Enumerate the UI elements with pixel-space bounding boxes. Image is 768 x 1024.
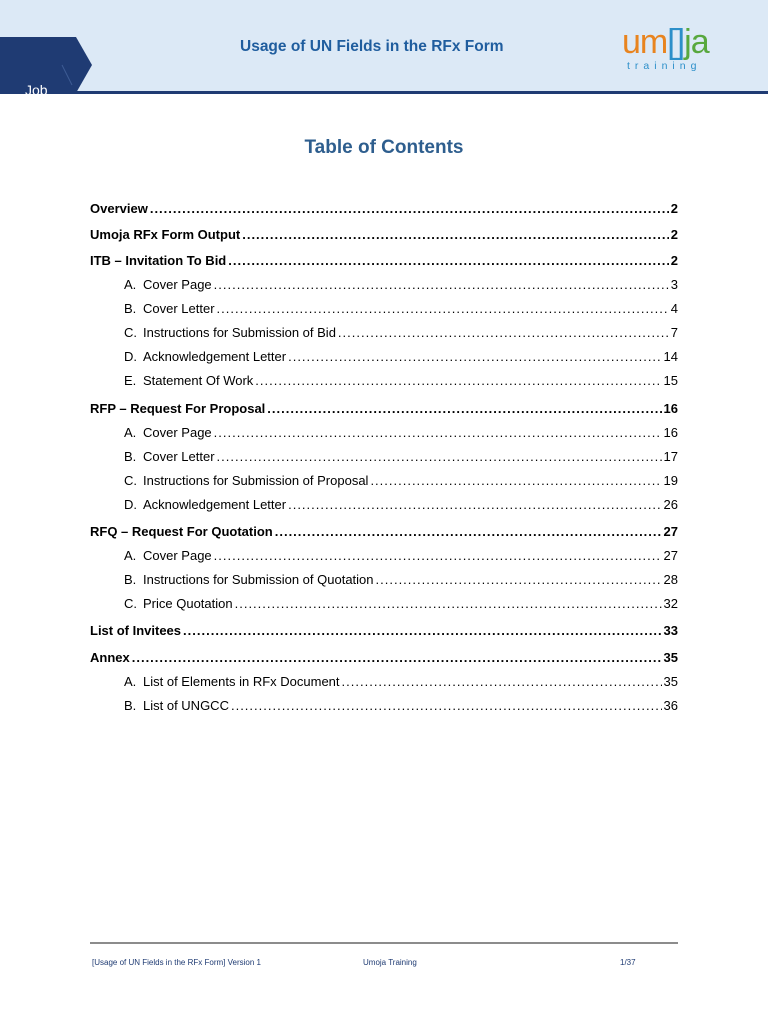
toc-leader-dots [338,323,669,343]
toc-entry-page: 26 [663,497,678,512]
toc-entry-title: Statement Of Work [143,373,254,388]
logo-subtitle: training [627,60,702,72]
toc-entry[interactable] [90,570,678,590]
toc-entry[interactable] [90,546,678,566]
toc-entry-page: 28 [663,572,678,587]
toc-entry-title: RFP – Request For Proposal [90,401,266,416]
toc-entry[interactable] [90,522,678,542]
toc-entry-title: Overview [90,201,148,216]
toc-leader-dots [132,648,662,668]
toc-entry-title: List of Elements in RFx Document [143,674,340,689]
toc-entry-letter: A. [124,548,137,563]
toc-entry[interactable] [90,594,678,614]
job-aid-label [25,79,65,123]
toc-entry-page: 19 [663,473,678,488]
logo-part-ja: ja [684,23,709,61]
toc-leader-dots [214,546,662,566]
toc-entry-page: 16 [663,401,678,416]
toc-entry-page: 17 [663,449,678,464]
toc-entry-letter: C. [124,473,137,488]
toc-entry-letter: B. [124,698,137,713]
footer-page-number: 1/37 [620,958,636,967]
toc-leader-dots [214,275,669,295]
toc-entry-page: 32 [663,596,678,611]
toc-entry[interactable] [90,621,678,641]
toc-entry-title: Cover Letter [143,449,215,464]
job-aid-badge [0,37,92,120]
toc-entry-page: 4 [670,301,678,316]
toc-entry-title: Instructions for Submission of Proposal [143,473,369,488]
logo-part-um: um [622,23,668,61]
toc-entry-page: 15 [663,373,678,388]
job-aid-line1: Job [25,82,48,98]
toc-entry-letter: B. [124,572,137,587]
toc-entry[interactable] [90,471,678,491]
toc-entry-page: 14 [663,349,678,364]
toc-entry-title: Cover Letter [143,301,215,316]
toc-entry-page: 27 [663,524,678,539]
toc-entry-letter: C. [124,596,137,611]
toc-entry-title: List of UNGCC [143,698,229,713]
toc-leader-dots [150,199,669,219]
toc-entry-page: 36 [663,698,678,713]
toc-entry-title: RFQ – Request For Quotation [90,524,273,539]
toc-entry[interactable] [90,371,678,391]
toc-entry-page: 2 [670,227,678,242]
toc-leader-dots [228,251,669,271]
toc-entry-title: Acknowledgement Letter [143,349,287,364]
job-aid-line2: Aid [25,104,46,120]
toc-entry-page: 2 [670,201,678,216]
toc-entry-page: 35 [663,650,678,665]
toc-entry-title: Cover Page [143,548,212,563]
logo-wordmark [622,22,709,62]
toc-entry-title: Instructions for Submission of Bid [143,325,336,340]
toc-leader-dots [255,371,661,391]
toc-entry-letter: D. [124,497,137,512]
toc-leader-dots [183,621,662,641]
toc-entry[interactable] [90,447,678,467]
toc-entry[interactable] [90,347,678,367]
toc-entry-page: 33 [663,623,678,638]
toc-leader-dots [376,570,662,590]
toc-leader-dots [288,347,661,367]
footer-left: [Usage of UN Fields in the RFx Form] Version 1 [92,958,261,967]
toc-entry-letter: D. [124,349,137,364]
toc-entry-page: 16 [663,425,678,440]
toc-entry-title: Cover Page [143,277,212,292]
toc-leader-dots [217,299,669,319]
toc-leader-dots [370,471,661,491]
toc-entry[interactable] [90,251,678,271]
toc-entry-letter: C. [124,325,137,340]
footer-rule [90,942,678,944]
toc-entry-letter: B. [124,301,137,316]
toc-leader-dots [231,696,662,716]
toc-entry[interactable] [90,399,678,419]
toc-entry-letter: A. [124,277,137,292]
toc-leader-dots [242,225,669,245]
toc-entry[interactable] [90,495,678,515]
umoja-logo [622,22,742,74]
toc-leader-dots [267,399,661,419]
toc-leader-dots [217,447,662,467]
toc-entry[interactable] [90,648,678,668]
toc-entry[interactable] [90,672,678,692]
toc-entry-page: 35 [663,674,678,689]
toc-entry-letter: A. [124,674,137,689]
toc-entry-title: Cover Page [143,425,212,440]
toc-leader-dots [214,423,662,443]
toc-entry-title: List of Invitees [90,623,182,638]
toc-entry-page: 2 [670,253,678,268]
toc-entry-title: Price Quotation [143,596,233,611]
toc-entry[interactable] [90,299,678,319]
toc-entry[interactable] [90,323,678,343]
document-title: Usage of UN Fields in the RFx Form [240,38,504,55]
footer-center: Umoja Training [363,958,417,967]
toc-entry-page: 7 [670,325,678,340]
toc-leader-dots [235,594,662,614]
header-rule [0,91,768,94]
logo-part-brackets: [] [667,23,685,61]
toc-entry-title: Annex [90,650,130,665]
toc-entry[interactable] [90,423,678,443]
toc-heading: Table of Contents [304,137,464,158]
toc-entry-page: 27 [663,548,678,563]
toc-leader-dots [288,495,661,515]
toc-entry-letter: E. [124,373,137,388]
toc-entry-letter: B. [124,449,137,464]
toc-leader-dots [275,522,662,542]
toc-entry-letter: A. [124,425,137,440]
toc-entry-title: Instructions for Submission of Quotation [143,572,374,587]
toc-entry-title: Umoja RFx Form Output [90,227,241,242]
toc-leader-dots [342,672,662,692]
toc-entry-page: 3 [670,277,678,292]
toc-entry[interactable] [90,199,678,219]
toc-entry[interactable] [90,696,678,716]
toc-entry-title: Acknowledgement Letter [143,497,287,512]
toc-entry-title: ITB – Invitation To Bid [90,253,227,268]
toc-entry[interactable] [90,275,678,295]
toc-entry[interactable] [90,225,678,245]
